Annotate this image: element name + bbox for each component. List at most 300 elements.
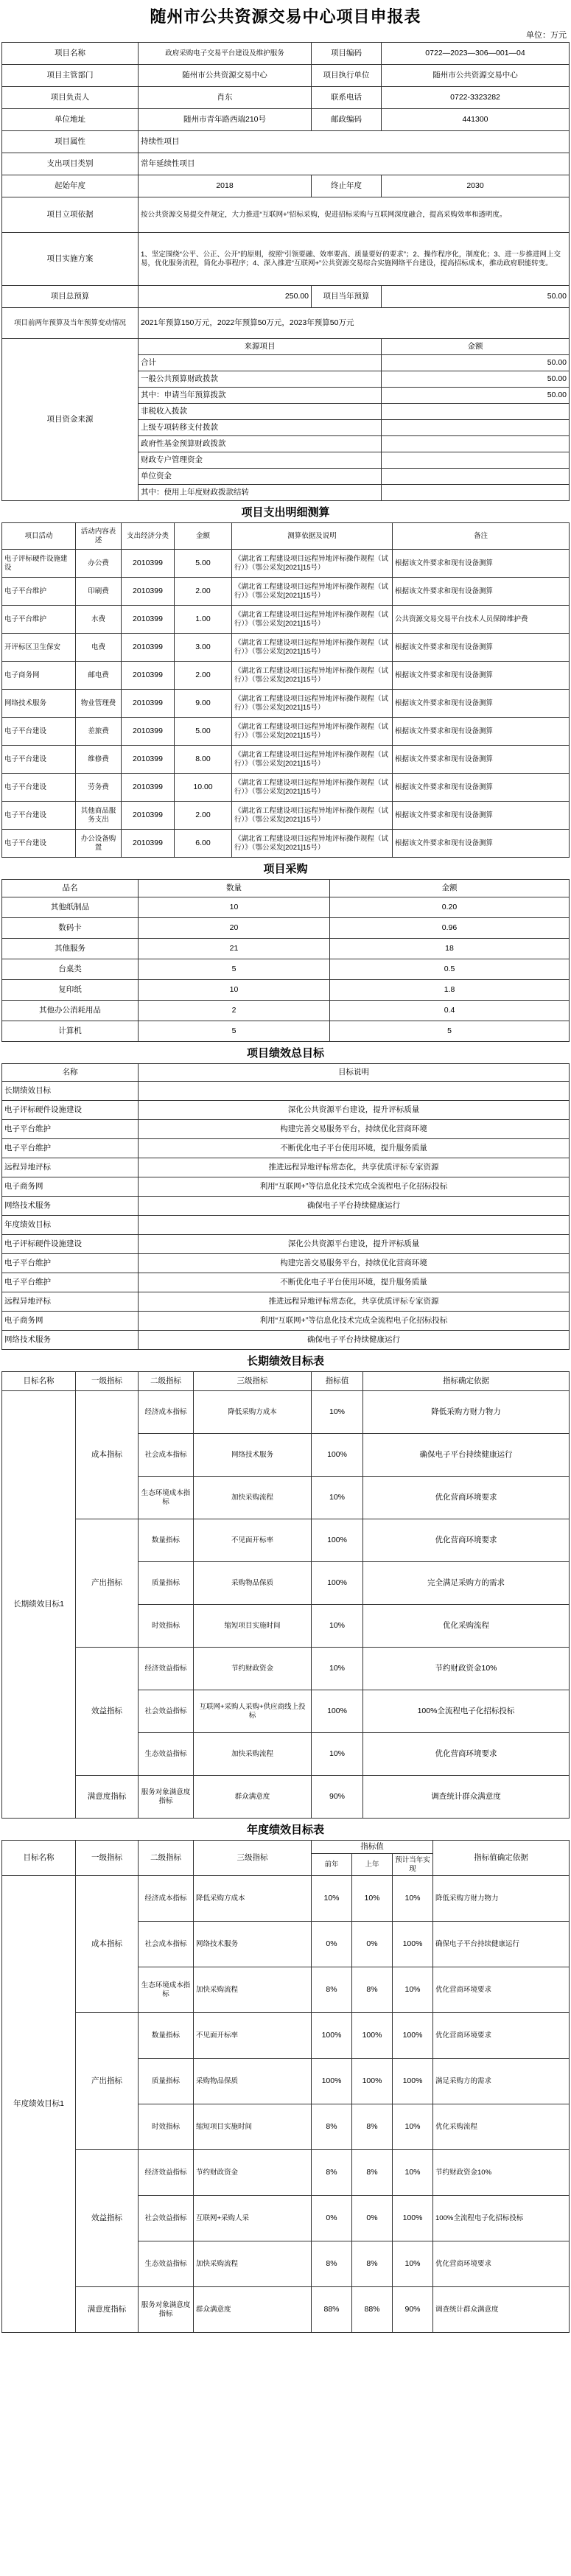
funding-source: 其中：使用上年度财政拨款结转	[139, 485, 382, 501]
procurement-amount: 0.20	[330, 897, 570, 918]
goal-desc: 构建完善交易服务平台，持续优化营商环境	[139, 1254, 570, 1273]
long-col-header: 目标名称	[2, 1372, 76, 1391]
funding-amount: 50.00	[382, 371, 570, 388]
long-col-header: 指标值	[312, 1372, 363, 1391]
long-basis: 优化营商环境要求	[363, 1733, 570, 1776]
label-leader: 项目负责人	[2, 87, 139, 109]
expense-row	[2, 578, 570, 606]
long-level3: 节约财政资金	[194, 1648, 312, 1690]
year-basis: 优化营商环境要求	[433, 2241, 570, 2287]
year-level1: 满意度指标	[76, 2287, 139, 2333]
goal-row	[2, 1197, 570, 1216]
expense-content: 差旅费	[76, 718, 122, 746]
expense-col-header: 项目活动	[2, 523, 76, 550]
expense-activity: 电子商务网	[2, 662, 76, 690]
procurement-item: 台桌类	[2, 959, 139, 980]
goal-desc: 确保电子平台持续健康运行	[139, 1197, 570, 1216]
procurement-qty: 5	[139, 1021, 330, 1042]
year-value-current: 10%	[393, 1967, 433, 2013]
funding-amount	[382, 469, 570, 485]
long-row	[2, 1391, 570, 1434]
expense-basis: 《湖北省工程建设项目远程异地评标操作规程（试行）》（鄂公采发[2021]15号）	[232, 774, 393, 802]
expense-amount: 9.00	[175, 690, 232, 718]
expense-basis: 《湖北省工程建设项目远程异地评标操作规程（试行）》（鄂公采发[2021]15号）	[232, 718, 393, 746]
goal-col-header: 名称	[2, 1064, 139, 1082]
funding-source: 合计	[139, 355, 382, 371]
annual-table	[1, 1840, 570, 2333]
unit-label: 单位：万元	[526, 31, 567, 40]
expense-note: 根据该文件要求和现有设备测算	[393, 718, 570, 746]
expense-content: 物业管理费	[76, 690, 122, 718]
procurement-qty: 10	[139, 897, 330, 918]
goal-desc: 推进远程异地评标常态化，共享优质评标专家资源	[139, 1292, 570, 1312]
year-value-current: 100%	[393, 2013, 433, 2059]
year-col-header: 指标值	[312, 1841, 433, 1854]
expense-basis: 《湖北省工程建设项目远程异地评标操作规程（试行）》（鄂公采发[2021]15号）	[232, 830, 393, 858]
expense-note: 根据该文件要求和现有设备测算	[393, 578, 570, 606]
current-budget-value: 50.00	[382, 286, 570, 308]
procurement-amount: 0.5	[330, 959, 570, 980]
year-level2: 时效指标	[139, 2104, 194, 2150]
perf-goal-section-title: 项目绩效总目标	[246, 1046, 324, 1060]
expense-econ-class: 2010399	[122, 774, 175, 802]
year-level2: 生态环境成本指标	[139, 1967, 194, 2013]
year-level3: 节约财政资金	[194, 2150, 312, 2196]
leader-value: 肖东	[139, 87, 312, 109]
procurement-amount: 18	[330, 939, 570, 959]
expense-econ-class: 2010399	[122, 662, 175, 690]
procurement-row	[2, 1001, 570, 1021]
expense-col-header: 活动内容表述	[76, 523, 122, 550]
expense-basis: 《湖北省工程建设项目远程异地评标操作规程（试行）》（鄂公采发[2021]15号）	[232, 690, 393, 718]
year-level2: 服务对象满意度指标	[139, 2287, 194, 2333]
dept-value: 随州市公共资源交易中心	[139, 65, 312, 87]
expense-col-header: 金额	[175, 523, 232, 550]
procurement-col-header: 数量	[139, 880, 330, 897]
expense-econ-class: 2010399	[122, 634, 175, 662]
procurement-row	[2, 980, 570, 1001]
long-level3: 网络技术服务	[194, 1434, 312, 1477]
goal-desc: 推进远程异地评标常态化，共享优质评标专家资源	[139, 1158, 570, 1177]
long-level3: 互联网+采购人采购+供应商线上投标	[194, 1690, 312, 1733]
expense-note: 根据该文件要求和现有设备测算	[393, 774, 570, 802]
year-basis: 确保电子平台持续健康运行	[433, 1922, 570, 1967]
long-col-header: 指标确定依据	[363, 1372, 570, 1391]
funding-source: 一般公共预算财政拨款	[139, 371, 382, 388]
procurement-item: 其他服务	[2, 939, 139, 959]
year-row	[2, 2287, 570, 2333]
year-goal-name: 年度绩效目标1	[2, 1876, 76, 2333]
year-value-prev2: 8%	[312, 2150, 352, 2196]
long-value: 100%	[312, 1519, 363, 1562]
expense-amount: 5.00	[175, 550, 232, 578]
year-basis: 降低采购方财力物力	[433, 1876, 570, 1922]
long-level1: 效益指标	[76, 1648, 139, 1776]
goal-desc: 确保电子平台持续健康运行	[139, 1331, 570, 1350]
expense-section-title: 项目支出明细测算	[241, 505, 330, 519]
long-value: 100%	[312, 1434, 363, 1477]
expense-header-row	[2, 523, 570, 550]
expense-basis: 《湖北省工程建设项目远程异地评标操作规程（试行）》（鄂公采发[2021]15号）	[232, 802, 393, 830]
category-value: 常年延续性项目	[139, 153, 570, 175]
long-value: 100%	[312, 1690, 363, 1733]
long-level1: 满意度指标	[76, 1776, 139, 1819]
basic-info-table	[1, 42, 570, 339]
long-row	[2, 1648, 570, 1690]
expense-econ-class: 2010399	[122, 802, 175, 830]
goal-row	[2, 1158, 570, 1177]
year-value-current: 10%	[393, 2241, 433, 2287]
expense-basis: 《湖北省工程建设项目远程异地评标操作规程（试行）》（鄂公采发[2021]15号）	[232, 662, 393, 690]
goal-desc: 不断优化电子平台使用环境，提升服务质量	[139, 1273, 570, 1292]
expense-econ-class: 2010399	[122, 606, 175, 634]
funding-amount: 50.00	[382, 388, 570, 404]
long-col-header: 三级指标	[194, 1372, 312, 1391]
year-value-prev1: 100%	[352, 2013, 393, 2059]
label-dept: 项目主管部门	[2, 65, 139, 87]
long-basis: 优化营商环境要求	[363, 1519, 570, 1562]
expense-note: 根据该文件要求和现有设备测算	[393, 662, 570, 690]
year-level2: 社会成本指标	[139, 1922, 194, 1967]
expense-content: 电费	[76, 634, 122, 662]
long-level3: 缩短项目实施时间	[194, 1605, 312, 1648]
procurement-col-header: 品名	[2, 880, 139, 897]
funding-source: 单位资金	[139, 469, 382, 485]
expense-content: 办公设备购置	[76, 830, 122, 858]
funding-amount	[382, 452, 570, 469]
expense-basis: 《湖北省工程建设项目远程异地评标操作规程（试行）》（鄂公采发[2021]15号）	[232, 550, 393, 578]
long-level2: 服务对象满意度指标	[139, 1776, 194, 1819]
year-basis: 100%全流程电子化招标投标	[433, 2196, 570, 2241]
expense-basis: 《湖北省工程建设项目远程异地评标操作规程（试行）》（鄂公采发[2021]15号）	[232, 634, 393, 662]
expense-amount: 2.00	[175, 662, 232, 690]
long-level2: 质量指标	[139, 1562, 194, 1605]
funding-source: 其中：申请当年预算拨款	[139, 388, 382, 404]
label-total-budget: 项目总预算	[2, 286, 139, 308]
year-level1: 效益指标	[76, 2150, 139, 2287]
year-col-header: 二级指标	[139, 1841, 194, 1876]
year-level3: 网络技术服务	[194, 1922, 312, 1967]
year-level3: 加快采购流程	[194, 2241, 312, 2287]
expense-basis: 《湖北省工程建设项目远程异地评标操作规程（试行）》（鄂公采发[2021]15号）	[232, 578, 393, 606]
long-level3: 加快采购流程	[194, 1733, 312, 1776]
expense-activity: 电子平台建设	[2, 830, 76, 858]
procurement-item: 计算机	[2, 1021, 139, 1042]
year-level3: 降低采购方成本	[194, 1876, 312, 1922]
year-value-current: 100%	[393, 1922, 433, 1967]
year-col-header: 指标值确定依据	[433, 1841, 570, 1876]
expense-econ-class: 2010399	[122, 550, 175, 578]
expense-amount: 2.00	[175, 578, 232, 606]
long-level3: 群众满意度	[194, 1776, 312, 1819]
label-start-year: 起始年度	[2, 175, 139, 197]
long-level3: 不见面开标率	[194, 1519, 312, 1562]
goal-desc: 深化公共资源平台建设，提升评标质量	[139, 1101, 570, 1120]
year-row	[2, 1876, 570, 1922]
funding-source: 政府性基金预算财政拨款	[139, 436, 382, 452]
expense-col-header: 支出经济分类	[122, 523, 175, 550]
year-value-prev2: 0%	[312, 2196, 352, 2241]
procurement-item: 数码卡	[2, 918, 139, 939]
label-postcode: 邮政编码	[312, 109, 382, 131]
procurement-amount: 1.8	[330, 980, 570, 1001]
expense-note: 根据该文件要求和现有设备测算	[393, 802, 570, 830]
expense-activity: 电子平台建设	[2, 802, 76, 830]
goal-row	[2, 1331, 570, 1350]
expense-note: 根据该文件要求和现有设备测算	[393, 690, 570, 718]
year-value-prev1: 10%	[352, 1876, 393, 1922]
expense-activity: 电子平台维护	[2, 578, 76, 606]
year-level2: 数量指标	[139, 2013, 194, 2059]
goal-name: 电子评标硬件设施建设	[2, 1101, 139, 1120]
expense-row	[2, 550, 570, 578]
long-row	[2, 1776, 570, 1819]
expense-row	[2, 774, 570, 802]
procurement-item: 其他办公消耗用品	[2, 1001, 139, 1021]
year-level3: 加快采购流程	[194, 1967, 312, 2013]
expense-econ-class: 2010399	[122, 746, 175, 774]
goal-name: 电子评标硬件设施建设	[2, 1235, 139, 1254]
expense-activity: 开评标区卫生保安	[2, 634, 76, 662]
expense-econ-class: 2010399	[122, 718, 175, 746]
long-level3: 降低采购方成本	[194, 1391, 312, 1434]
expense-table	[1, 522, 570, 858]
goal-name: 电子平台维护	[2, 1273, 139, 1292]
plan-value: 1、坚定围绕“公平、公正、公开”的原则，按照“引领要融、效率要高、质量要好的要求”；2、操作程序化，制度化；3、进一步推进网上交易，优化服务流程，简化办事程序；4、深入推进“互联网+”公共资源交易综合实施网络平台建设，提高招标成本，推动政府职能转变。	[139, 233, 570, 286]
year-value-prev1: 8%	[352, 1967, 393, 2013]
year-value-prev2: 10%	[312, 1876, 352, 1922]
label-end-year: 终止年度	[312, 175, 382, 197]
year-level3: 不见面开标率	[194, 2013, 312, 2059]
expense-amount: 1.00	[175, 606, 232, 634]
expense-content: 劳务费	[76, 774, 122, 802]
long-basis: 100%全流程电子化招标投标	[363, 1690, 570, 1733]
goal-name: 网络技术服务	[2, 1197, 139, 1216]
label-phone: 联系电话	[312, 87, 382, 109]
year-value-current: 100%	[393, 2196, 433, 2241]
procurement-table	[1, 879, 570, 1042]
long-level2: 经济效益指标	[139, 1648, 194, 1690]
start-year-value: 2018	[139, 175, 312, 197]
expense-row	[2, 690, 570, 718]
long-value: 100%	[312, 1562, 363, 1605]
funding-header-row	[2, 339, 570, 355]
procurement-qty: 20	[139, 918, 330, 939]
year-col-subheader: 预计当年实现	[393, 1854, 433, 1876]
expense-note: 根据该文件要求和现有设备测算	[393, 746, 570, 774]
funding-col-amount: 金额	[382, 339, 570, 355]
expense-amount: 2.00	[175, 802, 232, 830]
year-basis: 优化营商环境要求	[433, 1967, 570, 2013]
year-level3: 互联网+采购人采	[194, 2196, 312, 2241]
goal-desc: 利用“互联网+”等信息化技术完成全流程电子化招标投标	[139, 1177, 570, 1197]
funding-amount: 50.00	[382, 355, 570, 371]
year-col-header: 目标名称	[2, 1841, 76, 1876]
expense-basis: 《湖北省工程建设项目远程异地评标操作规程（试行）》（鄂公采发[2021]15号）	[232, 746, 393, 774]
year-basis: 满足采购方的需求	[433, 2059, 570, 2104]
project-name-value: 政府采购电子交易平台建设及维护服务	[139, 43, 312, 65]
procurement-item: 复印纸	[2, 980, 139, 1001]
long-level3: 采购物品保质	[194, 1562, 312, 1605]
expense-note: 公共资源交易交易平台技术人员保障维护费	[393, 606, 570, 634]
expense-basis: 《湖北省工程建设项目远程异地评标操作规程（试行）》（鄂公采发[2021]15号）	[232, 606, 393, 634]
phone-value: 0722-3323282	[382, 87, 570, 109]
expense-content: 水费	[76, 606, 122, 634]
year-row	[2, 2013, 570, 2059]
procurement-section-title: 项目采购	[263, 862, 308, 875]
year-level2: 社会效益指标	[139, 2196, 194, 2241]
expense-amount: 6.00	[175, 830, 232, 858]
procurement-row	[2, 959, 570, 980]
label-exec-unit: 项目执行单位	[312, 65, 382, 87]
long-term-table	[1, 1371, 570, 1819]
goal-row	[2, 1235, 570, 1254]
attribute-value: 持续性项目	[139, 131, 570, 153]
expense-content: 其他商品服务支出	[76, 802, 122, 830]
long-level2: 数量指标	[139, 1519, 194, 1562]
expense-content: 维修费	[76, 746, 122, 774]
goal-desc: 利用“互联网+”等信息化技术完成全流程电子化招标投标	[139, 1312, 570, 1331]
long-value: 90%	[312, 1776, 363, 1819]
procurement-item: 其他纸制品	[2, 897, 139, 918]
goal-section-blank	[139, 1216, 570, 1235]
long-basis: 确保电子平台持续健康运行	[363, 1434, 570, 1477]
project-code-value: 0722—2023—306—001—04	[382, 43, 570, 65]
long-level2: 社会效益指标	[139, 1690, 194, 1733]
long-value: 10%	[312, 1605, 363, 1648]
goal-section-row	[2, 1082, 570, 1101]
year-table-title: 年度绩效目标表	[246, 1823, 324, 1836]
year-value-prev1: 8%	[352, 2150, 393, 2196]
funding-amount	[382, 436, 570, 452]
year-value-prev2: 8%	[312, 2104, 352, 2150]
expense-econ-class: 2010399	[122, 578, 175, 606]
long-header-row	[2, 1372, 570, 1391]
long-col-header: 二级指标	[139, 1372, 194, 1391]
year-col-header: 一级指标	[76, 1841, 139, 1876]
long-level1: 成本指标	[76, 1391, 139, 1519]
year-value-prev1: 0%	[352, 2196, 393, 2241]
procurement-row	[2, 1021, 570, 1042]
goal-section-row	[2, 1216, 570, 1235]
year-basis: 优化采购流程	[433, 2104, 570, 2150]
goal-name: 网络技术服务	[2, 1331, 139, 1350]
procurement-amount: 0.96	[330, 918, 570, 939]
procurement-qty: 5	[139, 959, 330, 980]
procurement-amount: 5	[330, 1021, 570, 1042]
year-value-prev1: 8%	[352, 2241, 393, 2287]
long-table-title: 长期绩效目标表	[246, 1354, 324, 1368]
expense-col-header: 备注	[393, 523, 570, 550]
long-basis: 优化营商环境要求	[363, 1477, 570, 1519]
label-history: 项目前两年预算及当年预算变动情况	[2, 308, 139, 339]
year-level2: 质量指标	[139, 2059, 194, 2104]
goal-row	[2, 1177, 570, 1197]
label-funding: 项目资金来源	[2, 339, 139, 501]
expense-activity: 电子评标硬件设施建设	[2, 550, 76, 578]
year-value-prev2: 0%	[312, 1922, 352, 1967]
year-col-subheader: 前年	[312, 1854, 352, 1876]
year-value-prev2: 88%	[312, 2287, 352, 2333]
goal-name: 电子商务网	[2, 1312, 139, 1331]
end-year-value: 2030	[382, 175, 570, 197]
expense-amount: 10.00	[175, 774, 232, 802]
year-basis: 节约财政资金10%	[433, 2150, 570, 2196]
long-level3: 加快采购流程	[194, 1477, 312, 1519]
year-level1: 产出指标	[76, 2013, 139, 2150]
procurement-qty: 2	[139, 1001, 330, 1021]
total-budget-value: 250.00	[139, 286, 312, 308]
year-value-prev1: 8%	[352, 2104, 393, 2150]
goal-row	[2, 1292, 570, 1312]
expense-row	[2, 606, 570, 634]
label-category: 支出项目类别	[2, 153, 139, 175]
expense-row	[2, 746, 570, 774]
year-value-prev2: 8%	[312, 1967, 352, 2013]
long-value: 10%	[312, 1477, 363, 1519]
year-row	[2, 2150, 570, 2196]
expense-content: 办公费	[76, 550, 122, 578]
exec-unit-value: 随州市公共资源交易中心	[382, 65, 570, 87]
expense-content: 印刷费	[76, 578, 122, 606]
expense-content: 邮电费	[76, 662, 122, 690]
year-value-prev1: 100%	[352, 2059, 393, 2104]
long-goal-name: 长期绩效目标1	[2, 1391, 76, 1819]
funding-amount	[382, 404, 570, 420]
procurement-amount: 0.4	[330, 1001, 570, 1021]
long-level2: 生态效益指标	[139, 1733, 194, 1776]
perf-goal-table	[1, 1063, 570, 1350]
expense-econ-class: 2010399	[122, 690, 175, 718]
goal-name: 远程异地评标	[2, 1158, 139, 1177]
procurement-qty: 21	[139, 939, 330, 959]
year-level1: 成本指标	[76, 1876, 139, 2013]
procurement-qty: 10	[139, 980, 330, 1001]
long-col-header: 一级指标	[76, 1372, 139, 1391]
year-col-subheader: 上年	[352, 1854, 393, 1876]
year-header-row	[2, 1841, 570, 1854]
expense-note: 根据该文件要求和现有设备测算	[393, 830, 570, 858]
long-value: 10%	[312, 1733, 363, 1776]
expense-row	[2, 830, 570, 858]
long-row	[2, 1519, 570, 1562]
procurement-header-row	[2, 880, 570, 897]
year-level3: 采购物品保质	[194, 2059, 312, 2104]
funding-source: 非税收入拨款	[139, 404, 382, 420]
goal-header-row	[2, 1064, 570, 1082]
long-basis: 降低采购方财力物力	[363, 1391, 570, 1434]
goal-desc: 不断优化电子平台使用环境，提升服务质量	[139, 1139, 570, 1158]
goal-col-header: 目标说明	[139, 1064, 570, 1082]
long-level2: 社会成本指标	[139, 1434, 194, 1477]
long-basis: 完全满足采购方的需求	[363, 1562, 570, 1605]
label-current-budget: 项目当年预算	[312, 286, 382, 308]
expense-activity: 电子平台维护	[2, 606, 76, 634]
long-level2: 时效指标	[139, 1605, 194, 1648]
goal-row	[2, 1120, 570, 1139]
expense-activity: 电子平台建设	[2, 774, 76, 802]
year-level2: 经济效益指标	[139, 2150, 194, 2196]
long-level2: 经济成本指标	[139, 1391, 194, 1434]
goal-name: 远程异地评标	[2, 1292, 139, 1312]
year-level2: 经济成本指标	[139, 1876, 194, 1922]
year-level3: 缩短项目实施时间	[194, 2104, 312, 2150]
year-basis: 调查统计群众满意度	[433, 2287, 570, 2333]
goal-name: 电子商务网	[2, 1177, 139, 1197]
goal-row	[2, 1273, 570, 1292]
year-value-current: 100%	[393, 2059, 433, 2104]
expense-row	[2, 662, 570, 690]
